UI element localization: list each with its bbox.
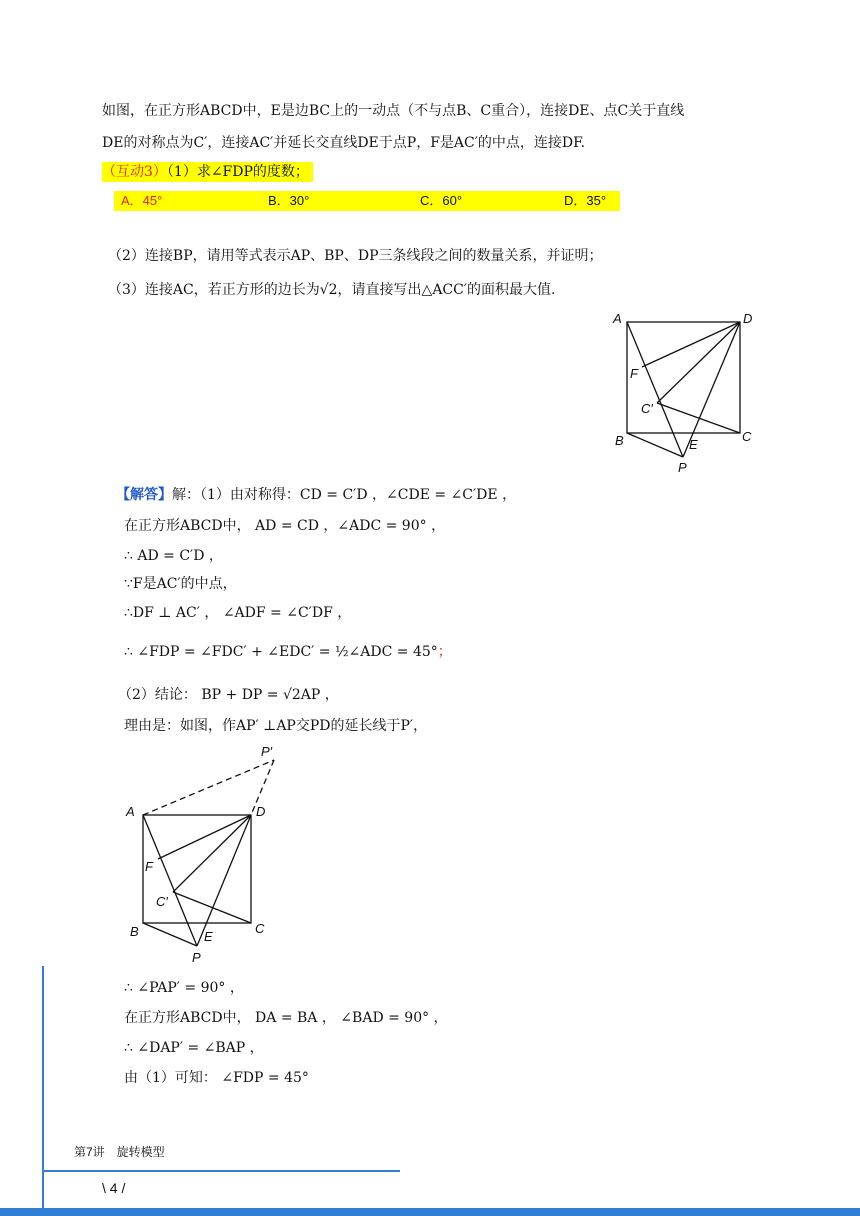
label-d-2: D <box>256 804 266 819</box>
label-e-2: E <box>204 929 213 944</box>
solution-line-4: ∵F是AC′的中点， <box>124 576 237 592</box>
label-c-prime: C′ <box>641 401 653 416</box>
solution-line-12: 由（1）可知： ∠FDP = 45° <box>124 1070 309 1086</box>
label-c-2: C <box>255 921 265 936</box>
solution-line-10: 在正方形ABCD中， DA = BA ， ∠BAD = 90° ， <box>124 1010 448 1026</box>
footer-horizontal-rule <box>42 1170 400 1172</box>
option-d[interactable]: D．35° <box>564 193 607 208</box>
label-f: F <box>630 366 638 381</box>
label-b-2: B <box>130 924 139 939</box>
solution-line-9: ∴ ∠PAP′ = 90° ， <box>124 980 244 996</box>
solution-line-8: 理由是：如图，作AP′ ⊥AP交PD的延长线于P′， <box>124 718 428 734</box>
solution-line-6: ∴ ∠FDP = ∠FDC′ + ∠EDC′ = ½∠ADC = 45°； <box>124 644 452 660</box>
label-p: P <box>678 460 687 475</box>
footer-page-number: \ 4 / <box>102 1180 126 1196</box>
question-3: （3）连接AC，若正方形的边长为√2，请直接写出△ACC′的面积最大值. <box>108 282 556 298</box>
solution-line-7: （2）结论： BP + DP = √2AP ， <box>118 687 339 703</box>
label-d: D <box>743 311 753 326</box>
problem-line-1: 如图，在正方形ABCD中，E是边BC上的一动点（不与点B、C重合），连接DE、点C关于直线 <box>102 103 685 119</box>
option-c[interactable]: C．60° <box>420 193 463 208</box>
solution-line-11: ∴ ∠DAP′ = ∠BAP ， <box>124 1040 264 1056</box>
label-p-prime: P′ <box>261 744 273 759</box>
figure-2-diagram <box>118 740 288 970</box>
label-b: B <box>615 433 624 448</box>
label-p-2: P <box>192 950 201 965</box>
question-1-text: （1）求∠FDP的度数； <box>166 164 309 180</box>
label-c-prime-2: C′ <box>156 894 168 909</box>
figure-1-diagram <box>605 305 765 480</box>
solution-line-3: ∴ AD = C′D ， <box>124 548 223 564</box>
label-f-2: F <box>145 859 153 874</box>
solution-tag: 【解答】 <box>116 487 172 503</box>
solution-line-5: ∴DF ⊥ AC′ ， ∠ADF = ∠C′DF ， <box>124 605 352 621</box>
semicolon: ； <box>437 644 452 660</box>
solution-line-2: 在正方形ABCD中， AD = CD ，∠ADC = 90° ， <box>124 518 446 534</box>
label-a: A <box>613 311 622 326</box>
label-e: E <box>689 437 698 452</box>
footer-lecture-title: 第7讲 旋转模型 <box>74 1145 165 1159</box>
question-1 <box>102 162 313 182</box>
option-a[interactable]: A．45° <box>121 193 163 208</box>
footer-bottom-bar <box>0 1208 860 1216</box>
label-c: C <box>742 429 752 444</box>
interaction-tag: （互动3） <box>102 164 167 180</box>
label-a-2: A <box>126 804 135 819</box>
solution-line-1: 【解答】解：（1）由对称得：CD = C′D ，∠CDE = ∠C′DE ， <box>116 487 517 503</box>
question-2: （2）连接BP，请用等式表示AP、BP、DP三条线段之间的数量关系，并证明； <box>108 248 603 264</box>
options-bar <box>114 191 620 211</box>
option-b[interactable]: B．30° <box>268 193 310 208</box>
footer-vertical-rule <box>42 966 44 1216</box>
problem-line-2: DE的对称点为C′，连接AC′并延长交直线DE于点P，F是AC′的中点，连接DF. <box>102 135 586 151</box>
